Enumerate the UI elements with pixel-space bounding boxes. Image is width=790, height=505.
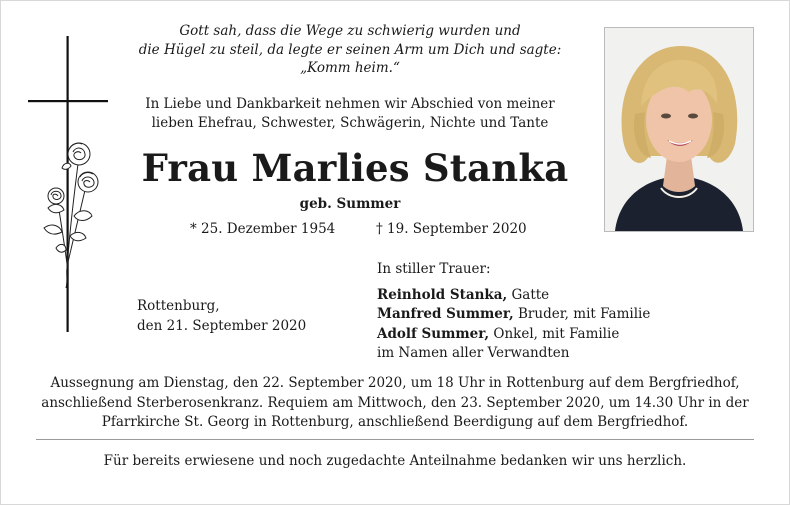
date-line: den 21. September 2020 <box>137 317 307 334</box>
mourner-relation: Gatte <box>507 286 550 303</box>
deceased-name: Frau Marlies Stanka <box>141 146 569 190</box>
quote-line: „Komm heim.“ <box>300 60 400 76</box>
mourner-name: Reinhold Stanka, <box>377 286 508 303</box>
service-details <box>30 374 760 433</box>
intro-line: In Liebe und Dankbarkeit nehmen wir Abschied von meiner <box>145 96 555 112</box>
mourners-closing: im Namen aller Verwandten <box>377 345 570 361</box>
service-line: anschließend Sterberosenkranz. Requiem am Mittwoch, den 23. September 2020, um 14.30 Uhr in der <box>41 394 749 411</box>
place-date <box>137 297 306 336</box>
service-line: Aussegnung am Dienstag, den 22. September 2020, um 18 Uhr in Rottenburg auf dem Bergfriedhof, <box>50 375 740 391</box>
intro-line: lieben Ehefrau, Schwester, Schwägerin, Nichte und Tante <box>151 115 549 131</box>
mourner-name: Manfred Summer, <box>377 306 514 322</box>
mourner-entry <box>377 286 650 306</box>
intro-text <box>100 95 600 133</box>
mourner-name: Adolf Summer, <box>377 325 490 342</box>
quote-line: die Hügel zu steil, da legte er seinen Arm um Dich und sagte: <box>138 41 562 58</box>
mourner-relation: Bruder, mit Familie <box>513 306 651 322</box>
portrait-photo <box>604 27 754 232</box>
thanks-text: Für bereits erwiesene und noch zugedachte Anteilnahme bedanken wir uns herzlich. <box>103 453 687 469</box>
maiden-name: geb. Summer <box>299 196 401 212</box>
divider <box>36 439 754 440</box>
quote-block <box>100 22 600 78</box>
mourners-heading: In stiller Trauer: <box>377 261 491 277</box>
service-line: Pfarrkirche St. Georg in Rottenburg, anschließend Beerdigung auf dem Bergfriedhof. <box>101 414 689 430</box>
mourner-entry <box>377 325 650 345</box>
birth-date: * 25. Dezember 1954 <box>190 221 336 237</box>
mourners-list <box>377 260 650 364</box>
mourner-relation: Onkel, mit Familie <box>489 325 620 342</box>
death-date: † 19. September 2020 <box>376 221 527 237</box>
mourner-entry <box>377 305 650 325</box>
place-line: Rottenburg, <box>137 298 220 314</box>
quote-line: Gott sah, dass die Wege zu schwierig wurden und <box>179 23 521 39</box>
